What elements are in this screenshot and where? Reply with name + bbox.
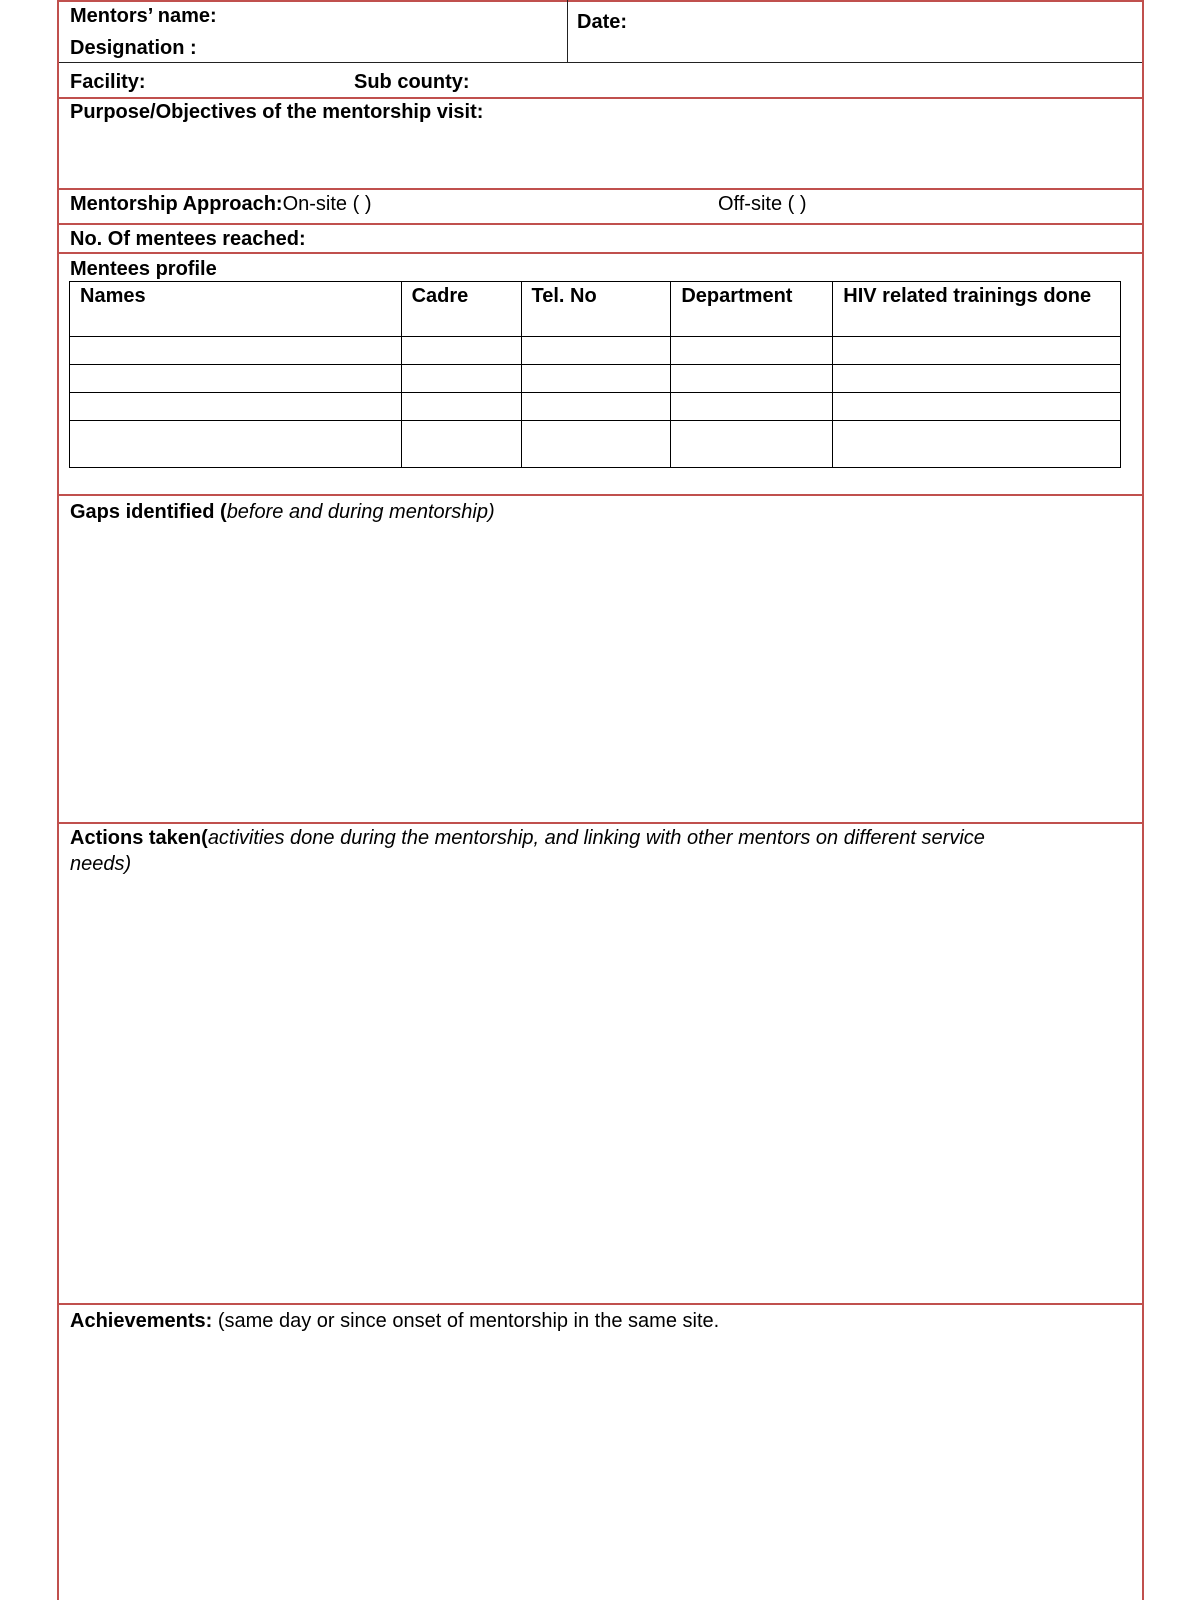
column-header-cadre: Cadre [401, 282, 521, 337]
offsite-option: Off-site ( ) [718, 193, 807, 215]
column-header-names: Names [70, 282, 402, 337]
column-header-tel: Tel. No [521, 282, 671, 337]
cell-cadre[interactable] [401, 337, 521, 365]
mentees-profile-label: Mentees profile [70, 258, 217, 280]
designation-label: Designation : [70, 37, 197, 59]
cell-department[interactable] [671, 337, 833, 365]
actions-note-continued: needs) [70, 853, 132, 875]
mentor-name-label: Mentors’ name: [70, 5, 217, 27]
form-top-border [59, 0, 1142, 2]
cell-trainings[interactable] [833, 337, 1121, 365]
row-divider [59, 252, 1142, 254]
row-divider [59, 188, 1142, 190]
cell-department[interactable] [671, 365, 833, 393]
cell-name[interactable] [70, 337, 402, 365]
achievements-heading [70, 1308, 719, 1334]
subcounty-label: Sub county: [354, 71, 470, 93]
achievements-note: (same day or since onset of mentorship in the same site. [212, 1310, 720, 1332]
cell-cadre[interactable] [401, 393, 521, 421]
approach-line [70, 191, 372, 217]
onsite-option: On-site ( ) [282, 193, 372, 215]
cell-cadre[interactable] [401, 421, 521, 468]
gaps-note: before and during mentorship) [226, 501, 495, 523]
table-header-row [70, 282, 1121, 337]
cell-tel[interactable] [521, 393, 671, 421]
cell-trainings[interactable] [833, 365, 1121, 393]
purpose-label: Purpose/Objectives of the mentorship visit: [70, 101, 484, 123]
table-row [70, 365, 1121, 393]
row-divider [59, 494, 1142, 496]
date-label: Date: [577, 11, 628, 33]
cell-tel[interactable] [521, 421, 671, 468]
table-row [70, 421, 1121, 468]
mentees-profile-table [69, 281, 1121, 468]
cell-name[interactable] [70, 421, 402, 468]
row-divider [59, 822, 1142, 824]
mentorship-report-form [57, 0, 1144, 1600]
row-divider [59, 223, 1142, 225]
cell-name[interactable] [70, 365, 402, 393]
approach-label: Mentorship Approach: [70, 193, 283, 215]
actions-note: activities done during the mentorship, and linking with other mentors on different service [207, 827, 985, 849]
mentees-reached-label: No. Of mentees reached: [70, 228, 306, 250]
column-header-hiv-trainings: HIV related trainings done [833, 282, 1121, 337]
gaps-label: Gaps identified ( [70, 501, 227, 523]
cell-trainings[interactable] [833, 393, 1121, 421]
row-divider [59, 62, 1142, 63]
cell-department[interactable] [671, 393, 833, 421]
cell-name[interactable] [70, 393, 402, 421]
achievements-label: Achievements: [70, 1310, 213, 1332]
cell-trainings[interactable] [833, 421, 1121, 468]
gaps-heading [70, 499, 495, 525]
header-divider [567, 0, 568, 62]
actions-heading [70, 825, 985, 851]
cell-department[interactable] [671, 421, 833, 468]
actions-label: Actions taken( [70, 827, 208, 849]
table-row [70, 393, 1121, 421]
cell-tel[interactable] [521, 365, 671, 393]
cell-tel[interactable] [521, 337, 671, 365]
cell-cadre[interactable] [401, 365, 521, 393]
row-divider [59, 1303, 1142, 1305]
column-header-department: Department [671, 282, 833, 337]
facility-label: Facility: [70, 71, 146, 93]
table-row [70, 337, 1121, 365]
